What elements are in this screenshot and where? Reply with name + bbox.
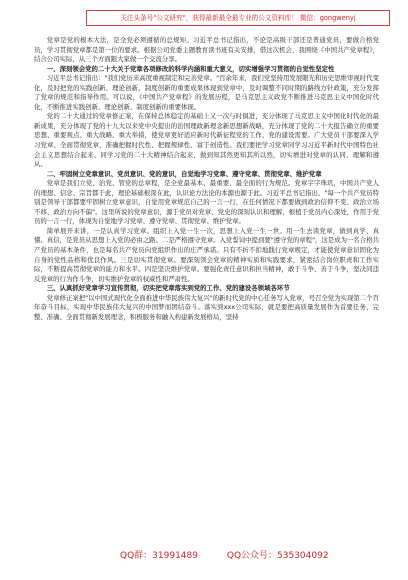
document-body — [34, 36, 379, 322]
body-paragraph: 党的二十大通过的党章修正案，在保持总体稳定的基础上又一次与时俱进，充分体现了马克思主义中国化时代化的最新成果，充分体现了党的十九大以来党中央提出的治国理政新理念新思想新战略，充分体现了党的二十大报告确立的重要思想、重要观点、重大战略、重大举措，使党章更好适应新时代新征程党的工作、党的建设需要。广大党员干部要深入学习党章、全面贯彻党章，准确把握时代性、把握规律性、富于创造性。我们要把学习党章同学习习近平新时代中国特色社会主义思想结合起来、同学习党的二十大精神结合起来，做到知其然更知其所以然，切实增进对党章的认同、理解和遵从。 — [34, 112, 379, 169]
body-paragraph: 简单展开来讲，一是认真学习党章。组织上入党一生一次，思想上入党一生一世。用一生去读党章，做到真学、真懂、真信，是党员从思想上入党的必由之路。二是严格遵守党章。入党誓词中提到要"遵守党的章程"，这是成为一名合格共产党员的基本条件，也是每名共产党员向党组织作出的庄严承诺。只有不折不扣地践行党章规定，才能使党章意识固化为自身的党性品格和优良作风。三是切实贯彻党章。要深刻领会党章的精神实质和实践要求，紧密结合岗位职责和工作实际，不断提高贯彻党章的能力和水平。四是坚决维护党章。要强化责任意识和担当精神，敢于斗争、善于斗争，坚决同违反党章的行为作斗争，切实维护党章的权威性和严肃性。 — [34, 226, 379, 283]
body-paragraph: 习近平总书记指出："我们党历来高度重视制定和完善党章。"百余年来，我们党坚持用发展眼光和历史思维审视时代变化，及时把党的实践创新、理论创新、制度创新的重要成果体现到党章中，及时调整不同时期的路线方针政策，充分发挥了党章的规范和指导作用。可以说，《中国共产党章程》的发展历程，是马克思主义政党不断推进马克思主义中国化时代化，不断推进实践创新、理论创新、制度创新的重要体现。 — [34, 74, 379, 111]
section-heading: 三、认真抓好党章学习宣传贯彻，切实把党章落实到党的工作、党的建设各领域各环节 — [46, 284, 290, 293]
promo-banner: 关注头条号"公文研究"，获得最新最全最专业的公文资料库！ 微信：gongwenyj — [86, 10, 390, 26]
footer — [120, 548, 355, 561]
qq-public-account-text: QQ公众号：535304092 — [226, 551, 329, 561]
body-paragraph: 党章修正案把"以中国式现代化全面推进中华民族伟大复兴"的新时代党的中心任务写入党章，号召全党为实现第二个百年奋斗目标、实现中华民族伟大复兴的中国梦而团结奋斗。落实到xxx公司实际，就是要把高质量发展作为首要任务，完整、准确、全面贯彻新发展理念，积极服务和融入构建新发展格局，坚持 — [34, 293, 379, 321]
qq-group-text: QQ群：31991489 — [120, 551, 198, 561]
body-paragraph: 党章是我们立党、治党、管党的总章程，是全党最基本、最重要、最全面的行为规范。党章字字珠玑，中国共产党人的理想、信念、宗旨都于此，理论基础根深在此，认识论方法论的本源也源于此。习近平总书记指出，"每一个共产党员特别是领导干部都要牢固树立党章意识，自觉用党章规范自己的一言一行，在任何情况下都要做到政治信仰不变、政治立场不移、政治方向不偏"。这里所说的党章意识，源于党员对党章、党史的深刻认识和理解，根植于党员内心深处，作用于党员的一言一行，体现为自觉地学习党章、遵守党章、贯彻党章、维护党章。 — [34, 179, 379, 226]
section-heading: 二、牢固树立党章意识、党员意识、党的意识，自觉地学习党章、遵守党章、贯彻党章、维护党章 — [46, 169, 322, 178]
section-heading: 一、深刻领会党的二十大关于党章各项修改的科学内涵和重大意义，切实增强学习贯彻的自觉性坚定性 — [46, 64, 335, 73]
body-paragraph: 党章是党的根本大法，是全党必须遵循的总规矩。习近平总书记指出，不论是高级干部还是普通党员，要做合格党员，学习贯彻党章都是第一位的要求。根据公司党委主题教育读书班有关安排，借这次机会，我围绕《中国共产党章程》，结合公司实际，从三个方面跟大家做一个交流分享。 — [34, 36, 379, 64]
